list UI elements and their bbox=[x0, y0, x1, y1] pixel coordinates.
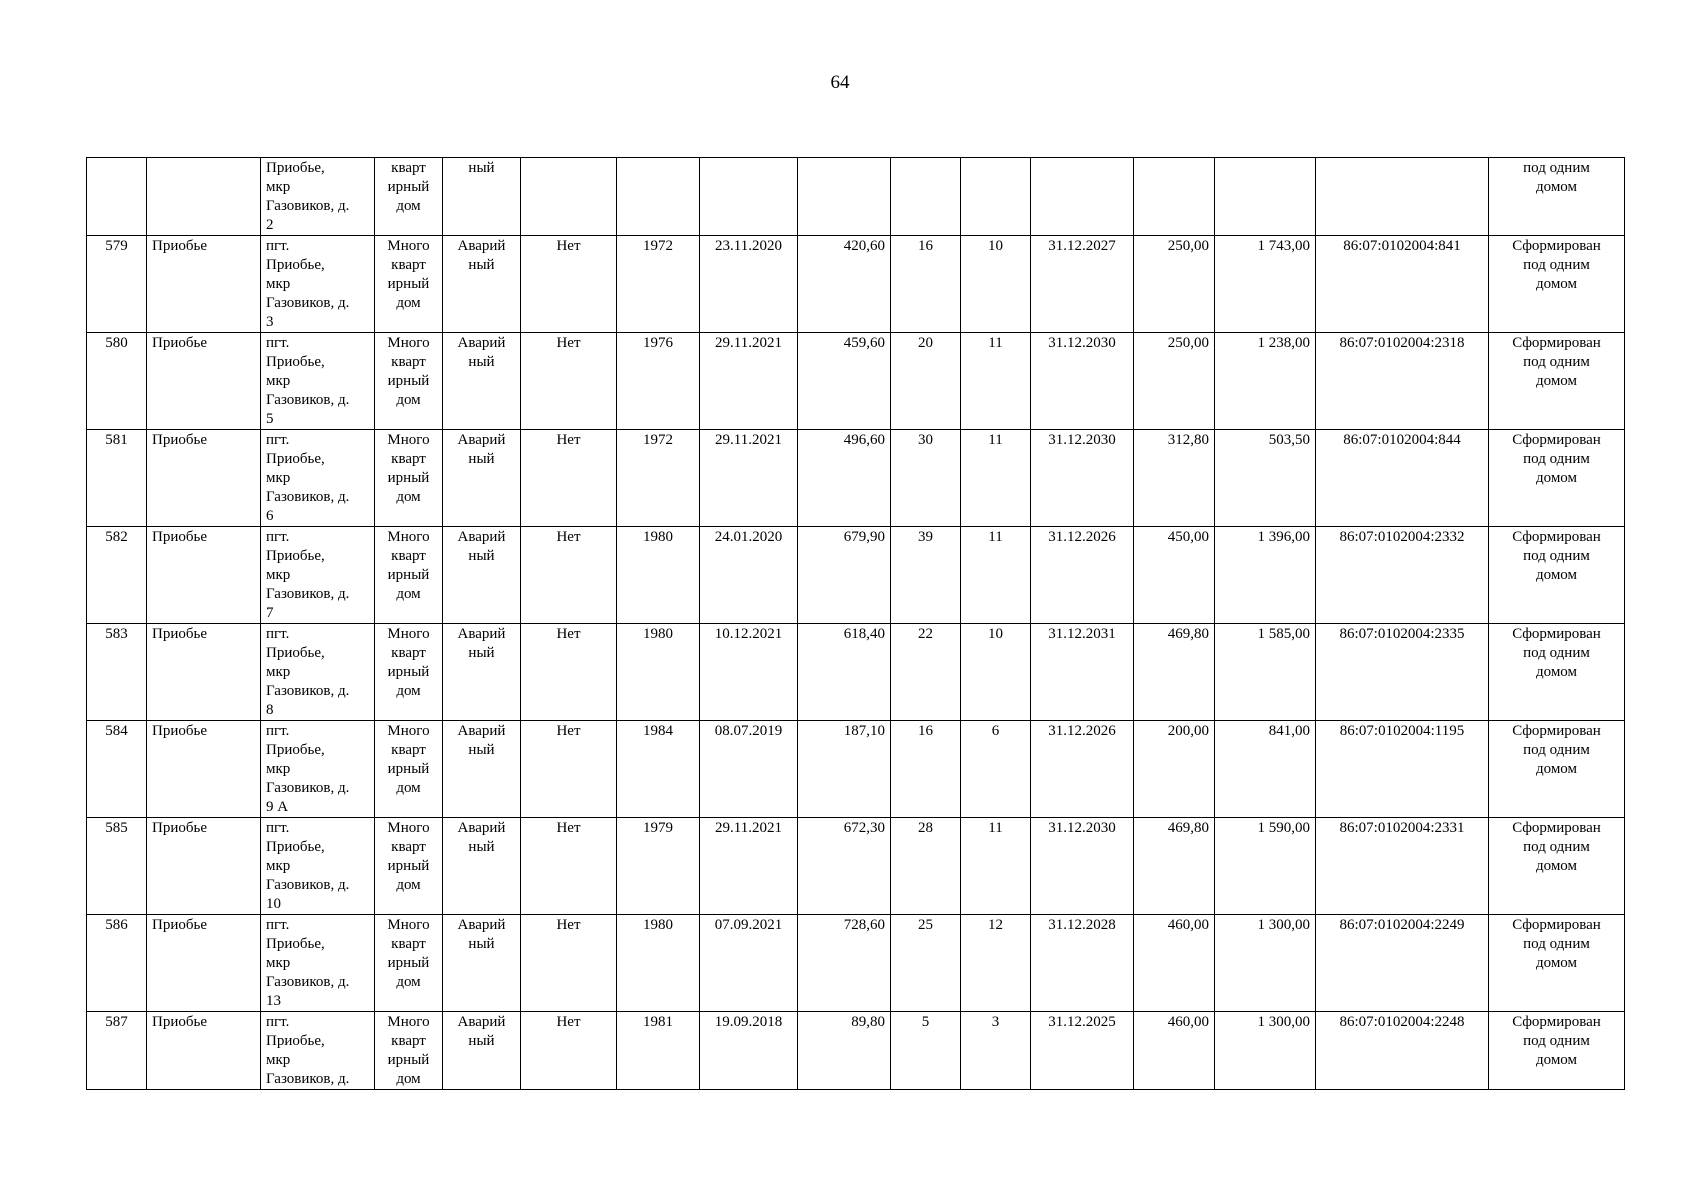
cell-number: 587 bbox=[87, 1012, 147, 1090]
cell-date: 19.09.2018 bbox=[700, 1012, 798, 1090]
cell-deadline: 31.12.2030 bbox=[1031, 430, 1134, 527]
cell-rooms: 12 bbox=[961, 915, 1031, 1012]
cell-number: 586 bbox=[87, 915, 147, 1012]
cell-building-type: Много кварт ирный дом bbox=[375, 236, 443, 333]
cell-land-area-1 bbox=[1134, 158, 1215, 236]
table-row bbox=[87, 915, 1625, 1012]
cell-date: 08.07.2019 bbox=[700, 721, 798, 818]
cell-date: 24.01.2020 bbox=[700, 527, 798, 624]
cell-address: пгт. Приобье, мкр Газовиков, д. 9 А bbox=[261, 721, 375, 818]
cell-date: 29.11.2021 bbox=[700, 430, 798, 527]
cell-address: пгт. Приобье, мкр Газовиков, д. 3 bbox=[261, 236, 375, 333]
cell-land-note: Сформирован под одним домом bbox=[1489, 624, 1625, 721]
cell-rooms bbox=[961, 158, 1031, 236]
cell-flag: Нет bbox=[521, 818, 617, 915]
cell-rooms: 11 bbox=[961, 333, 1031, 430]
cell-deadline: 31.12.2025 bbox=[1031, 1012, 1134, 1090]
cell-building-type: Много кварт ирный дом bbox=[375, 721, 443, 818]
cell-residents: 22 bbox=[891, 624, 961, 721]
cell-land-note: Сформирован под одним домом bbox=[1489, 818, 1625, 915]
cell-date: 10.12.2021 bbox=[700, 624, 798, 721]
table-row bbox=[87, 527, 1625, 624]
cell-status: Аварий ный bbox=[443, 624, 521, 721]
cell-residents: 39 bbox=[891, 527, 961, 624]
cell-settlement: Приобье bbox=[147, 527, 261, 624]
cell-year: 1979 bbox=[617, 818, 700, 915]
cell-number: 582 bbox=[87, 527, 147, 624]
cell-land-area-1: 460,00 bbox=[1134, 1012, 1215, 1090]
cell-land-area-1: 460,00 bbox=[1134, 915, 1215, 1012]
housing-registry-table bbox=[86, 157, 1625, 1090]
cell-cadastral: 86:07:0102004:2332 bbox=[1316, 527, 1489, 624]
cell-flag: Нет bbox=[521, 333, 617, 430]
cell-land-area-1: 450,00 bbox=[1134, 527, 1215, 624]
table-row bbox=[87, 236, 1625, 333]
cell-status: Аварий ный bbox=[443, 818, 521, 915]
cell-settlement: Приобье bbox=[147, 818, 261, 915]
cell-cadastral: 86:07:0102004:1195 bbox=[1316, 721, 1489, 818]
cell-land-area-2 bbox=[1215, 158, 1316, 236]
cell-building-type: Много кварт ирный дом bbox=[375, 818, 443, 915]
cell-residents: 20 bbox=[891, 333, 961, 430]
cell-area: 679,90 bbox=[798, 527, 891, 624]
cell-land-area-2: 503,50 bbox=[1215, 430, 1316, 527]
cell-deadline: 31.12.2026 bbox=[1031, 721, 1134, 818]
table-row bbox=[87, 818, 1625, 915]
cell-date: 07.09.2021 bbox=[700, 915, 798, 1012]
cell-flag: Нет bbox=[521, 1012, 617, 1090]
cell-land-area-2: 1 300,00 bbox=[1215, 1012, 1316, 1090]
cell-cadastral: 86:07:0102004:2318 bbox=[1316, 333, 1489, 430]
cell-land-note: Сформирован под одним домом bbox=[1489, 236, 1625, 333]
cell-cadastral bbox=[1316, 158, 1489, 236]
cell-deadline bbox=[1031, 158, 1134, 236]
cell-area: 420,60 bbox=[798, 236, 891, 333]
cell-building-type: Много кварт ирный дом bbox=[375, 1012, 443, 1090]
cell-area: 89,80 bbox=[798, 1012, 891, 1090]
cell-status: Аварий ный bbox=[443, 333, 521, 430]
cell-status: Аварий ный bbox=[443, 430, 521, 527]
cell-number: 580 bbox=[87, 333, 147, 430]
cell-area: 672,30 bbox=[798, 818, 891, 915]
table-row bbox=[87, 333, 1625, 430]
cell-date: 29.11.2021 bbox=[700, 333, 798, 430]
cell-status: Аварий ный bbox=[443, 1012, 521, 1090]
cell-land-note: под одним домом bbox=[1489, 158, 1625, 236]
cell-rooms: 11 bbox=[961, 430, 1031, 527]
cell-flag: Нет bbox=[521, 527, 617, 624]
cell-land-area-1: 250,00 bbox=[1134, 236, 1215, 333]
cell-address: пгт. Приобье, мкр Газовиков, д. 5 bbox=[261, 333, 375, 430]
cell-date bbox=[700, 158, 798, 236]
cell-residents: 5 bbox=[891, 1012, 961, 1090]
cell-land-area-2: 1 590,00 bbox=[1215, 818, 1316, 915]
cell-deadline: 31.12.2027 bbox=[1031, 236, 1134, 333]
cell-deadline: 31.12.2026 bbox=[1031, 527, 1134, 624]
cell-area bbox=[798, 158, 891, 236]
cell-area: 187,10 bbox=[798, 721, 891, 818]
cell-rooms: 3 bbox=[961, 1012, 1031, 1090]
cell-land-area-1: 469,80 bbox=[1134, 818, 1215, 915]
cell-land-note: Сформирован под одним домом bbox=[1489, 915, 1625, 1012]
cell-status: Аварий ный bbox=[443, 527, 521, 624]
cell-settlement: Приобье bbox=[147, 1012, 261, 1090]
cell-address: пгт. Приобье, мкр Газовиков, д. 6 bbox=[261, 430, 375, 527]
cell-settlement: Приобье bbox=[147, 915, 261, 1012]
cell-residents: 16 bbox=[891, 721, 961, 818]
table-row bbox=[87, 158, 1625, 236]
cell-number: 581 bbox=[87, 430, 147, 527]
cell-flag: Нет bbox=[521, 721, 617, 818]
cell-settlement: Приобье bbox=[147, 430, 261, 527]
cell-land-area-2: 1 300,00 bbox=[1215, 915, 1316, 1012]
cell-land-area-1: 312,80 bbox=[1134, 430, 1215, 527]
table-row bbox=[87, 430, 1625, 527]
cell-building-type: Много кварт ирный дом bbox=[375, 527, 443, 624]
cell-status: ный bbox=[443, 158, 521, 236]
cell-building-type: кварт ирный дом bbox=[375, 158, 443, 236]
cell-deadline: 31.12.2028 bbox=[1031, 915, 1134, 1012]
cell-area: 496,60 bbox=[798, 430, 891, 527]
cell-number: 583 bbox=[87, 624, 147, 721]
cell-land-note: Сформирован под одним домом bbox=[1489, 721, 1625, 818]
cell-year bbox=[617, 158, 700, 236]
cell-settlement: Приобье bbox=[147, 333, 261, 430]
cell-residents: 25 bbox=[891, 915, 961, 1012]
cell-flag: Нет bbox=[521, 236, 617, 333]
cell-land-note: Сформирован под одним домом bbox=[1489, 1012, 1625, 1090]
cell-building-type: Много кварт ирный дом bbox=[375, 624, 443, 721]
cell-land-area-2: 1 743,00 bbox=[1215, 236, 1316, 333]
cell-rooms: 10 bbox=[961, 624, 1031, 721]
cell-rooms: 11 bbox=[961, 818, 1031, 915]
cell-year: 1980 bbox=[617, 624, 700, 721]
cell-address: пгт. Приобье, мкр Газовиков, д. bbox=[261, 1012, 375, 1090]
table-row bbox=[87, 624, 1625, 721]
cell-flag: Нет bbox=[521, 430, 617, 527]
cell-area: 459,60 bbox=[798, 333, 891, 430]
cell-rooms: 10 bbox=[961, 236, 1031, 333]
cell-address: Приобье, мкр Газовиков, д. 2 bbox=[261, 158, 375, 236]
cell-residents: 28 bbox=[891, 818, 961, 915]
cell-land-area-2: 841,00 bbox=[1215, 721, 1316, 818]
cell-address: пгт. Приобье, мкр Газовиков, д. 7 bbox=[261, 527, 375, 624]
cell-number: 579 bbox=[87, 236, 147, 333]
cell-cadastral: 86:07:0102004:2335 bbox=[1316, 624, 1489, 721]
cell-number: 585 bbox=[87, 818, 147, 915]
cell-land-note: Сформирован под одним домом bbox=[1489, 527, 1625, 624]
cell-rooms: 6 bbox=[961, 721, 1031, 818]
cell-address: пгт. Приобье, мкр Газовиков, д. 10 bbox=[261, 818, 375, 915]
cell-residents: 30 bbox=[891, 430, 961, 527]
cell-settlement bbox=[147, 158, 261, 236]
cell-number bbox=[87, 158, 147, 236]
page-number: 64 bbox=[830, 72, 850, 93]
cell-date: 23.11.2020 bbox=[700, 236, 798, 333]
cell-year: 1981 bbox=[617, 1012, 700, 1090]
cell-building-type: Много кварт ирный дом bbox=[375, 915, 443, 1012]
cell-status: Аварий ный bbox=[443, 915, 521, 1012]
cell-status: Аварий ный bbox=[443, 721, 521, 818]
cell-building-type: Много кварт ирный дом bbox=[375, 333, 443, 430]
cell-flag: Нет bbox=[521, 624, 617, 721]
cell-residents: 16 bbox=[891, 236, 961, 333]
cell-land-area-2: 1 396,00 bbox=[1215, 527, 1316, 624]
cell-year: 1984 bbox=[617, 721, 700, 818]
cell-building-type: Много кварт ирный дом bbox=[375, 430, 443, 527]
cell-deadline: 31.12.2030 bbox=[1031, 818, 1134, 915]
cell-address: пгт. Приобье, мкр Газовиков, д. 8 bbox=[261, 624, 375, 721]
cell-settlement: Приобье bbox=[147, 624, 261, 721]
cell-area: 618,40 bbox=[798, 624, 891, 721]
cell-year: 1980 bbox=[617, 527, 700, 624]
cell-cadastral: 86:07:0102004:2331 bbox=[1316, 818, 1489, 915]
cell-rooms: 11 bbox=[961, 527, 1031, 624]
cell-area: 728,60 bbox=[798, 915, 891, 1012]
cell-deadline: 31.12.2030 bbox=[1031, 333, 1134, 430]
cell-land-area-1: 250,00 bbox=[1134, 333, 1215, 430]
cell-settlement: Приобье bbox=[147, 236, 261, 333]
cell-land-area-2: 1 585,00 bbox=[1215, 624, 1316, 721]
table-row bbox=[87, 721, 1625, 818]
cell-deadline: 31.12.2031 bbox=[1031, 624, 1134, 721]
table-row bbox=[87, 1012, 1625, 1090]
cell-year: 1980 bbox=[617, 915, 700, 1012]
cell-year: 1976 bbox=[617, 333, 700, 430]
cell-flag bbox=[521, 158, 617, 236]
cell-land-note: Сформирован под одним домом bbox=[1489, 333, 1625, 430]
cell-land-note: Сформирован под одним домом bbox=[1489, 430, 1625, 527]
cell-flag: Нет bbox=[521, 915, 617, 1012]
cell-cadastral: 86:07:0102004:2248 bbox=[1316, 1012, 1489, 1090]
cell-address: пгт. Приобье, мкр Газовиков, д. 13 bbox=[261, 915, 375, 1012]
cell-date: 29.11.2021 bbox=[700, 818, 798, 915]
cell-land-area-1: 200,00 bbox=[1134, 721, 1215, 818]
cell-cadastral: 86:07:0102004:841 bbox=[1316, 236, 1489, 333]
cell-year: 1972 bbox=[617, 430, 700, 527]
cell-number: 584 bbox=[87, 721, 147, 818]
cell-settlement: Приобье bbox=[147, 721, 261, 818]
cell-residents bbox=[891, 158, 961, 236]
cell-year: 1972 bbox=[617, 236, 700, 333]
cell-land-area-2: 1 238,00 bbox=[1215, 333, 1316, 430]
cell-cadastral: 86:07:0102004:844 bbox=[1316, 430, 1489, 527]
cell-cadastral: 86:07:0102004:2249 bbox=[1316, 915, 1489, 1012]
cell-land-area-1: 469,80 bbox=[1134, 624, 1215, 721]
cell-status: Аварий ный bbox=[443, 236, 521, 333]
